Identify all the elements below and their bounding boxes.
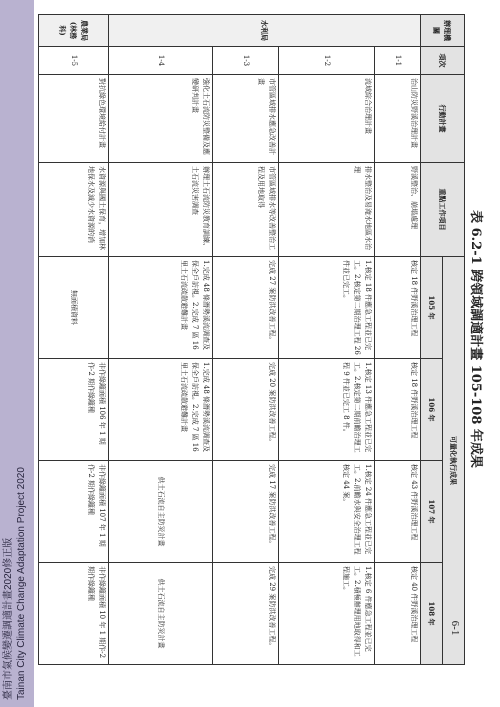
work-cell: 排水整治及易淹水地區水治理 [279, 163, 375, 257]
work-cell: 野溪整治、崩塌處理 [375, 163, 421, 257]
action-cell: 流域綜合治理計畫 [279, 75, 375, 163]
action-cell: 強化土石流防災整備及應變研判計畫 [109, 75, 213, 163]
y106-cell: 核定 18 件野溪治理工程 [375, 359, 421, 461]
table-row [39, 15, 109, 665]
table-row [375, 15, 421, 665]
action-cell: 治山防災野溪治理計畫 [375, 75, 421, 163]
work-cell: 水資源與國土保育，增加林地保水及減少水資源的消 [39, 163, 109, 257]
sidebar-title-zh: 臺南市氣候變遷調適計畫2020修正版 [3, 537, 14, 700]
y108-cell: 非作綠籬面積 10 年 1 期作-2 期作綠籬種 [39, 563, 109, 665]
results-table [38, 14, 465, 665]
table-title: 表 6.2-1 跨領域調適計畫 105-108 年成果 [468, 210, 483, 468]
y106-cell: 完成 20 案防洪改善工程。 [213, 359, 279, 461]
sidebar-title-en: Tainan City Climate Change Adaptation Project 2020 [16, 467, 27, 700]
item-cell: 1-2 [279, 47, 375, 75]
sidebar-text [2, 0, 32, 700]
y107-cell: 核定 43 件野溪治理工程 [375, 461, 421, 563]
y106-cell: 1.完成 48 條潛勢溪流調查及保全戶訪視。2.完成 7 區 16 里土石流疏散避難計畫 [109, 359, 213, 461]
y107-cell: 完成 17 案防洪改善工程。 [213, 461, 279, 563]
header-results: 可量化執行成果 [443, 257, 465, 665]
y106-cell: 1.核定 13 件應急工程並已完工。2.核定第二期前瞻治理工程 9 件並已完工 8 件。 [279, 359, 375, 461]
item-cell: 1-3 [213, 47, 279, 75]
y108-cell: 核定 40 件野溪治理工程 [375, 563, 421, 665]
agency-cell: 農業局(林務科) [39, 15, 109, 47]
y105-cell: 核定 18 件野溪治理工程 [375, 257, 421, 359]
item-cell: 1-4 [109, 47, 213, 75]
header-y106: 106 年 [421, 359, 443, 461]
header-item: 項次 [421, 47, 465, 75]
y105-cell: 無面積資料 [39, 257, 109, 359]
header-row-1 [443, 15, 465, 665]
table-row [213, 15, 279, 665]
action-cell: 市管區域排水應急改善計畫 [213, 75, 279, 163]
y105-cell: 完成 27 案防洪改善工程。 [213, 257, 279, 359]
y108-cell: 完成 29 案防洪改善工程。 [213, 563, 279, 665]
y107-cell: 非作綠籬面積 107 年 1 期作-2 期作綠籬種 [39, 461, 109, 563]
y108-cell: 1.核定 6 件應急工程並已完工。2.積極辦理用地取得和工程施工。 [279, 563, 375, 665]
header-y105: 105 年 [421, 257, 443, 359]
y106-cell: 非作綠籬面積 106 年 1 期作-2 期作綠籬種 [39, 359, 109, 461]
y105-cell: 1.完成 48 條潛勢溪流調查及保全戶訪視。2.完成 7 區 16 里土石流疏散避難計畫 [109, 257, 213, 359]
work-cell: 辦理土石流防災教育訓練、土石流災害調查 [109, 163, 213, 257]
agency-cell: 水利局 [109, 15, 421, 47]
rotated-page-content [39, 14, 489, 664]
item-cell: 1-1 [375, 47, 421, 75]
page-number: 6-1 [449, 620, 461, 636]
table-row [109, 15, 213, 665]
header-y108: 108 年 [421, 563, 443, 665]
y105-cell: 1.核定 18 件應急工程並已完工。2.核定第二期治理工程 26 件並已完工。 [279, 257, 375, 359]
y107-cell: 供土石流自主防災計畫 [109, 461, 213, 563]
header-work: 重點工作項目 [421, 163, 465, 257]
header-action: 行動計畫 [421, 75, 465, 163]
item-cell: 1-5 [39, 47, 109, 75]
table-row [279, 15, 375, 665]
action-cell: 對抗綠色環境給付計畫 [39, 75, 109, 163]
header-y107: 107 年 [421, 461, 443, 563]
work-cell: 市管區域排水等改善整治工程及用地取得 [213, 163, 279, 257]
header-agency: 辦理機關 [421, 15, 465, 47]
y107-cell: 1.核定 24 件應急工程並已完工。2.前瞻水與安全治理工程核定 44 案。 [279, 461, 375, 563]
y108-cell: 供土石流自主防災計畫 [109, 563, 213, 665]
